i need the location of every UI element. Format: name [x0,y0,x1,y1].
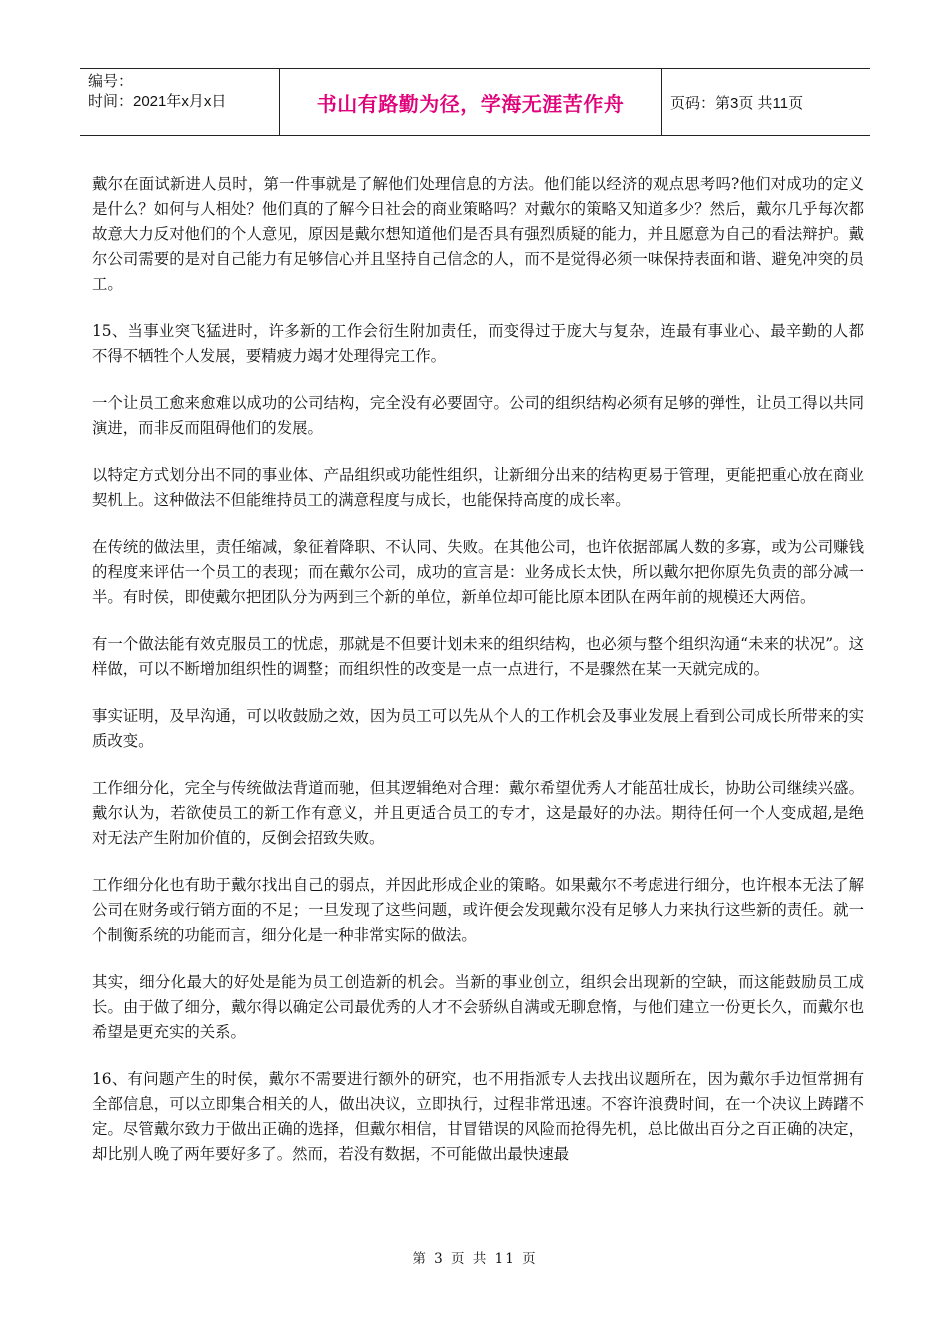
body-paragraph: 16、有问题产生的时侯，戴尔不需要进行额外的研究，也不用指派专人去找出议题所在，因为戴尔手边恒常拥有全部信息，可以立即集合相关的人，做出决议，立即执行，过程非常迅速。不容许浪费时间，在一个决议上踌躇不定。尽管戴尔致力于做出正确的选择，但戴尔相信，甘冒错误的风险而抢得先机，总比做出百分之百正确的决定，却比别人晚了两年要好多了。然而，若没有数据，不可能做出最快速最 [92,1070,864,1163]
body-paragraph: 其实，细分化最大的好处是能为员工创造新的机会。当新的事业创立，组织会出现新的空缺，而这能鼓励员工成长。由于做了细分，戴尔得以确定公司最优秀的人才不会骄纵自满或无聊怠惰，与他们建立一份更长久，而戴尔也希望是更充实的关系。 [92,973,864,1041]
body-paragraph: 工作细分化也有助于戴尔找出自己的弱点，并因此形成企业的策略。如果戴尔不考虑进行细分，也许根本无法了解公司在财务或行销方面的不足；一旦发现了这些问题，或许便会发现戴尔没有足够人力来执行这些新的责任。就一个制衡系统的功能而言，细分化是一种非常实际的做法。 [92,876,864,944]
header-meta-cell [80,69,280,135]
document-date-label: 时间：2021年x月x日 [88,93,227,110]
body-paragraph: 15、当事业突飞猛进时，许多新的工作会衍生附加责任，而变得过于庞大与复杂，连最有事业心、最辛勤的人都不得不牺牲个人发展，要精疲力竭才处理得完工作。 [92,322,864,365]
document-body [92,172,864,1189]
header-page-cell [662,69,870,135]
header-motto-cell [280,69,662,135]
body-paragraph: 事实证明，及早沟通，可以收鼓励之效，因为员工可以先从个人的工作机会及事业发展上看到公司成长所带来的实质改变。 [92,707,864,750]
body-paragraph: 在传统的做法里，责任缩减，象征着降职、不认同、失败。在其他公司，也许依据部属人数的多寡，或为公司赚钱的程度来评估一个员工的表现；而在戴尔公司，成功的宣言是：业务成长太快，所以戴尔把你原先负责的部分减一半。有时侯，即使戴尔把团队分为两到三个新的单位，新单位却可能比原本团队在两年前的规模还大两倍。 [92,538,864,606]
body-paragraph: 一个让员工愈来愈难以成功的公司结构，完全没有必要固守。公司的组织结构必须有足够的弹性，让员工得以共同演进，而非反而阻碍他们的发展。 [92,394,864,437]
body-paragraph: 以特定方式划分出不同的事业体、产品组织或功能性组织，让新细分出来的结构更易于管理，更能把重心放在商业契机上。这种做法不但能维持员工的满意程度与成长，也能保持高度的成长率。 [92,466,864,509]
body-paragraph: 戴尔在面试新进人员时，第一件事就是了解他们处理信息的方法。他们能以经济的观点思考吗?他们对成功的定义是什么？如何与人相处？他们真的了解今日社会的商业策略吗？对戴尔的策略又知道多少？然后，戴尔几乎每次都故意大力反对他们的个人意见，原因是戴尔想知道他们是否具有强烈质疑的能力，并且愿意为自己的看法辩护。戴尔公司需要的是对自己能力有足够信心并且坚持自己信念的人，而不是觉得必须一味保持表面和谐、避免冲突的员工。 [92,175,864,293]
body-paragraph: 工作细分化，完全与传统做法背道而驰，但其逻辑绝对合理：戴尔希望优秀人才能茁壮成长，协助公司继续兴盛。戴尔认为，若欲使员工的新工作有意义，并且更适合员工的专才，这是最好的办法。期待任何一个人变成超,是绝对无法产生附加价值的，反倒会招致失败。 [92,779,864,847]
header-page-number: 页码：第3页 共11页 [670,94,804,112]
page-header [80,68,870,136]
page-footer: 第 3 页 共 11 页 [412,1251,538,1267]
document-code-label: 编号： [88,73,134,90]
header-motto: 书山有路勤为径，学海无涯苦作舟 [316,91,625,116]
body-paragraph: 有一个做法能有效克服员工的忧虑，那就是不但要计划未来的组织结构，也必须与整个组织沟通“未来的状况”。这样做，可以不断增加组织性的调整；而组织性的改变是一点一点进行，不是骤然在某一天就完成的。 [92,635,864,678]
